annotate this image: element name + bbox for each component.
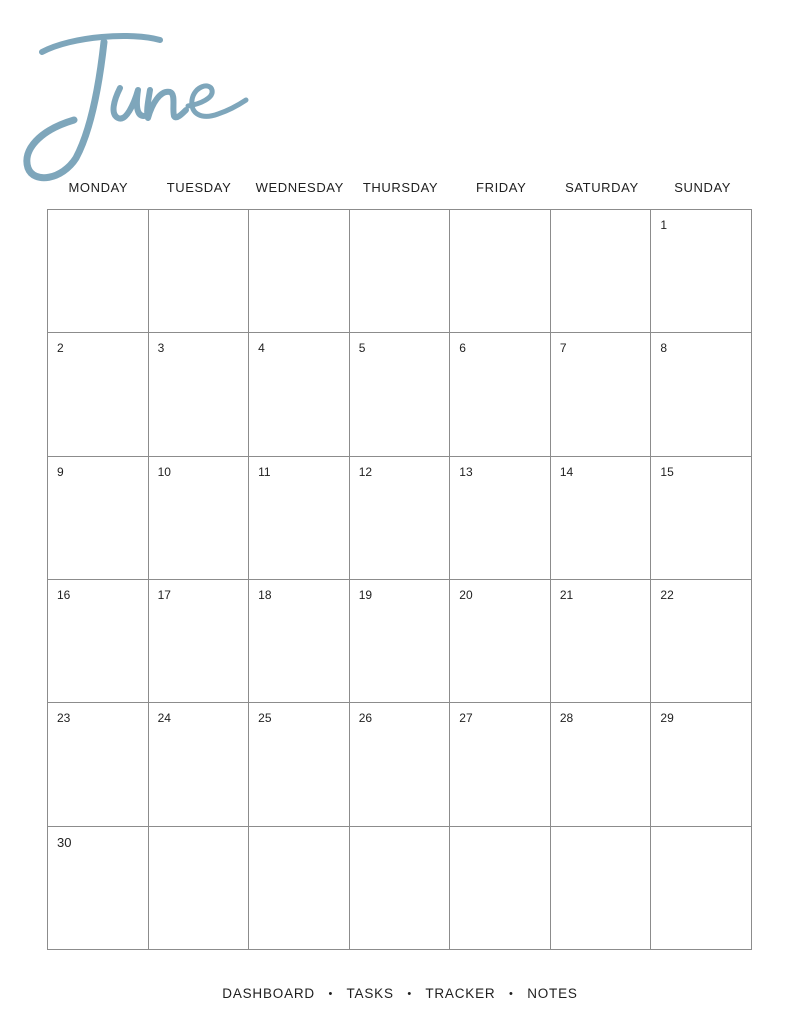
footer-nav [0, 984, 800, 1004]
weekday-tuesday: TUESDAY [166, 180, 232, 195]
day-cell[interactable] [350, 210, 451, 333]
footer-link-tracker[interactable]: TRACKER [425, 986, 496, 1001]
footer-link-dashboard[interactable]: DASHBOARD [222, 986, 315, 1001]
day-number: 18 [258, 588, 272, 602]
weekday-saturday: SATURDAY [565, 180, 639, 195]
day-number: 14 [559, 464, 574, 479]
weekday-friday: FRIDAY [476, 180, 527, 195]
day-number: 2 [57, 341, 64, 356]
day-cell[interactable] [249, 580, 350, 703]
day-cell[interactable] [350, 827, 451, 950]
day-cell[interactable] [249, 457, 350, 580]
day-number: 8 [660, 341, 668, 356]
day-cell[interactable] [249, 827, 350, 950]
day-number: 13 [459, 464, 473, 479]
day-cell[interactable] [48, 580, 149, 703]
day-number: 27 [459, 711, 473, 726]
footer-separator: • [508, 988, 514, 1000]
day-number: 10 [157, 464, 171, 479]
day-number: 28 [559, 711, 574, 726]
day-cell[interactable] [350, 703, 451, 826]
day-cell[interactable] [551, 333, 652, 456]
day-number: 20 [459, 588, 473, 602]
day-number: 6 [459, 341, 466, 356]
day-cell[interactable] [651, 457, 752, 580]
day-cell[interactable] [249, 210, 350, 333]
day-number: 15 [660, 464, 674, 479]
day-cell[interactable] [651, 703, 752, 826]
day-cell[interactable] [48, 457, 149, 580]
day-number: 16 [57, 588, 71, 602]
day-number: 30 [57, 834, 72, 850]
day-cell[interactable] [450, 827, 551, 950]
day-cell[interactable] [350, 333, 451, 456]
day-cell[interactable] [149, 457, 250, 580]
month-title-script [22, 18, 282, 188]
day-number: 26 [358, 711, 373, 726]
footer-link-notes[interactable]: NOTES [527, 986, 578, 1001]
day-number: 24 [157, 711, 171, 726]
day-number: 5 [358, 341, 366, 356]
day-cell[interactable] [551, 703, 652, 826]
day-cell[interactable] [551, 210, 652, 333]
month-title [22, 18, 282, 188]
day-number: 17 [157, 588, 171, 602]
day-cell[interactable] [450, 333, 551, 456]
day-cell[interactable] [149, 210, 250, 333]
day-cell[interactable] [149, 827, 250, 950]
day-number: 19 [358, 588, 373, 602]
weekday-thursday: THURSDAY [362, 180, 439, 195]
footer-separator: • [407, 988, 412, 1000]
day-number: 22 [660, 588, 674, 602]
day-cell[interactable] [450, 703, 551, 826]
day-number: 1 [660, 218, 668, 232]
day-number: 29 [660, 711, 674, 726]
day-number: 7 [559, 341, 567, 356]
day-number: 3 [157, 341, 165, 356]
day-cell[interactable] [48, 333, 149, 456]
day-number: 11 [258, 464, 271, 479]
day-cell[interactable] [249, 333, 350, 456]
weekday-wednesday: WEDNESDAY [255, 180, 344, 195]
day-cell[interactable] [48, 210, 149, 333]
day-cell[interactable] [651, 827, 752, 950]
day-number: 25 [258, 711, 272, 726]
day-cell[interactable] [651, 580, 752, 703]
day-number: 4 [258, 341, 265, 356]
day-cell[interactable] [249, 703, 350, 826]
day-number: 21 [559, 588, 574, 602]
day-cell[interactable] [450, 210, 551, 333]
day-cell[interactable] [450, 457, 551, 580]
day-cell[interactable] [551, 457, 652, 580]
weekday-header [48, 178, 753, 198]
month-title-text [22, 18, 25, 19]
day-cell[interactable] [48, 827, 149, 950]
day-number: 9 [57, 464, 64, 479]
day-cell[interactable] [350, 457, 451, 580]
day-cell[interactable] [551, 580, 652, 703]
day-cell[interactable] [551, 827, 652, 950]
weekday-monday: MONDAY [68, 180, 129, 195]
day-cell[interactable] [48, 703, 149, 826]
footer-link-tasks[interactable]: TASKS [346, 986, 394, 1001]
weekday-sunday: SUNDAY [674, 180, 732, 195]
day-cell[interactable] [651, 210, 752, 333]
footer-separator: • [328, 988, 334, 1000]
day-cell[interactable] [149, 580, 250, 703]
day-cell[interactable] [350, 580, 451, 703]
day-cell[interactable] [450, 580, 551, 703]
day-number: 12 [358, 464, 373, 479]
day-cell[interactable] [149, 333, 250, 456]
calendar-grid [47, 209, 752, 950]
day-number: 23 [57, 711, 71, 726]
day-cell[interactable] [149, 703, 250, 826]
day-cell[interactable] [651, 333, 752, 456]
